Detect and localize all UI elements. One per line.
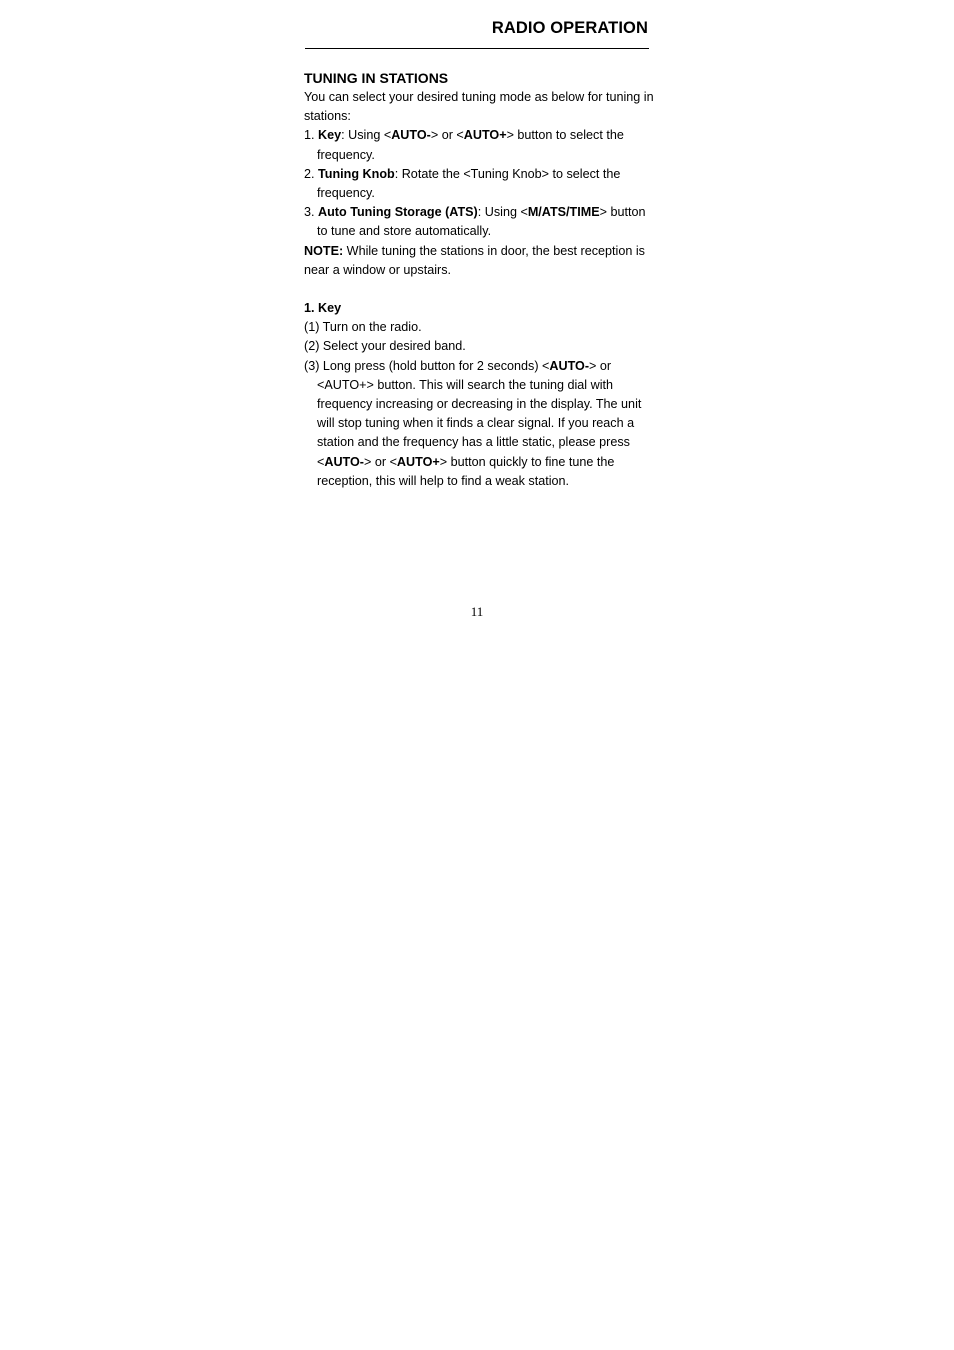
item-text: : Rotate the <Tuning Knob> to select the frequency. [317,166,621,201]
item-text: > button to tune and store automatically. [317,205,646,239]
step-text: > or <AUTO+> button. This will search the tuning dial with frequency increasing or decreasing in the display. The unit will stop tuning when it finds a clear signal. If you reach a station and the frequency has a little static, please press < [317,358,642,469]
spacer [304,280,656,299]
item-text: : Using < [341,128,392,143]
button-name: AUTO+ [463,128,507,143]
note-text: While tuning the stations in door, the best reception is near a window or upstairs. [304,243,645,277]
button-name: M/ATS/TIME [527,205,600,220]
button-name: AUTO+ [396,454,440,469]
step-text: > or < [364,454,397,469]
button-name: AUTO- [549,358,590,373]
tuning-mode-item [304,165,656,203]
item-text: > or < [430,128,464,143]
intro-paragraph: You can select your desired tuning mode as below for tuning in stations: [304,90,654,124]
step-item: (1) Turn on the radio. [304,320,422,335]
header-divider [305,48,649,49]
item-number: 3. [304,205,319,220]
subsection-title: 1. Key [304,301,342,316]
mode-name: Tuning Knob [318,166,395,181]
step-item [304,357,656,491]
tuning-mode-item [304,126,656,164]
item-number: 1. [304,128,319,143]
item-text: > button to select the frequency. [317,128,624,162]
mode-name: Key [318,128,342,143]
page-number: 11 [470,604,484,619]
item-text: : Using < [477,205,528,220]
page-header-title: RADIO OPERATION [491,19,648,37]
item-number: 2. [304,166,319,181]
section-title: TUNING IN STATIONS [304,70,449,86]
step-item: (2) Select your desired band. [304,339,466,354]
note-paragraph [304,242,656,280]
mode-name: Auto Tuning Storage (ATS) [318,205,478,220]
button-name: AUTO- [391,128,431,143]
note-label: NOTE: [304,243,344,258]
button-name: AUTO- [324,454,365,469]
page-content [304,68,656,491]
step-text: > button quickly to fine tune the reception, this will help to find a weak station. [317,454,615,488]
tuning-mode-item [304,203,656,241]
step-text: (3) Long press (hold button for 2 seconds) < [304,358,550,373]
